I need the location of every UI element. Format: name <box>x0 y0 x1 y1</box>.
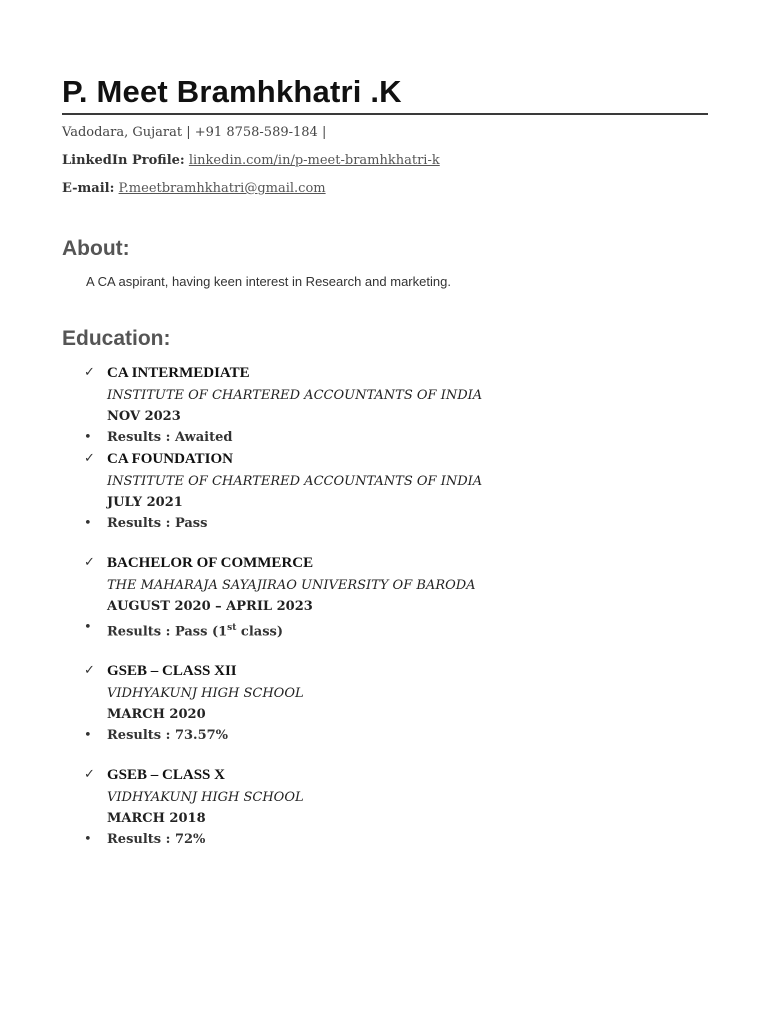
result-superscript: st <box>227 623 237 633</box>
spacer <box>62 643 708 661</box>
education-list <box>62 363 708 851</box>
check-icon: ✓ <box>84 663 95 679</box>
result-text: Results : 73.57% <box>107 728 229 744</box>
spacer <box>62 747 708 765</box>
institute-name: THE MAHARAJA SAYAJIRAO UNIVERSITY OF BARODA <box>107 578 476 593</box>
linkedin-link[interactable]: linkedin.com/in/p-meet-bramhkhatri-k <box>188 153 440 168</box>
result-text-prefix: Results : Pass (1 <box>107 624 228 640</box>
result-text-suffix: class) <box>236 624 283 640</box>
result-line <box>62 617 708 643</box>
education-item <box>62 449 708 513</box>
contact-line: Vadodara, Gujarat | +91 8758-589-184 | <box>62 125 327 140</box>
degree-title: GSEB – CLASS XII <box>107 663 237 680</box>
email-link[interactable]: P.meetbramhkhatri@gmail.com <box>118 181 326 196</box>
degree-title: GSEB – CLASS X <box>107 767 225 784</box>
institute-name: VIDHYAKUNJ HIGH SCHOOL <box>107 790 304 806</box>
linkedin-line <box>62 151 708 171</box>
check-icon: ✓ <box>84 451 95 466</box>
email-label: E-mail: <box>62 181 115 196</box>
education-heading: Education: <box>62 327 171 350</box>
result-text: Results : Pass <box>107 516 208 531</box>
education-item <box>62 765 708 829</box>
study-period: MARCH 2018 <box>107 811 206 827</box>
spacer <box>62 535 708 553</box>
study-period: MARCH 2020 <box>107 707 206 723</box>
institute-name: VIDHYAKUNJ HIGH SCHOOL <box>107 686 304 702</box>
about-text: A CA aspirant, having keen interest in Research and marketing. <box>86 274 451 289</box>
result-line <box>62 427 708 449</box>
result-text: Results : 72% <box>107 832 206 848</box>
email-line <box>62 179 708 199</box>
study-period: JULY 2021 <box>107 495 183 510</box>
resume-page <box>62 72 708 851</box>
result-line <box>62 513 708 535</box>
check-icon: ✓ <box>84 365 95 380</box>
bullet-icon: • <box>84 516 92 531</box>
study-period: NOV 2023 <box>107 409 181 424</box>
institute-name: INSTITUTE OF CHARTERED ACCOUNTANTS OF INDIA <box>107 388 483 403</box>
about-heading: About: <box>62 237 130 260</box>
result-line <box>62 725 708 747</box>
bullet-icon: • <box>84 620 92 635</box>
result-line <box>62 829 708 851</box>
degree-title: BACHELOR OF COMMERCE <box>107 555 314 571</box>
check-icon: ✓ <box>84 767 95 783</box>
check-icon: ✓ <box>84 555 95 570</box>
bullet-icon: • <box>84 832 92 848</box>
degree-title: CA FOUNDATION <box>107 451 233 467</box>
linkedin-label: LinkedIn Profile: <box>62 153 185 168</box>
study-period: AUGUST 2020 – APRIL 2023 <box>107 599 313 614</box>
education-item <box>62 553 708 617</box>
name-divider <box>62 113 708 115</box>
bullet-icon: • <box>84 430 92 445</box>
candidate-name: P. Meet Bramhkhatri .K <box>62 74 402 109</box>
education-item <box>62 661 708 725</box>
result-text: Results : Awaited <box>107 430 233 445</box>
education-item <box>62 363 708 427</box>
bullet-icon: • <box>84 728 92 744</box>
institute-name: INSTITUTE OF CHARTERED ACCOUNTANTS OF INDIA <box>107 474 483 489</box>
degree-title: CA INTERMEDIATE <box>107 365 250 381</box>
